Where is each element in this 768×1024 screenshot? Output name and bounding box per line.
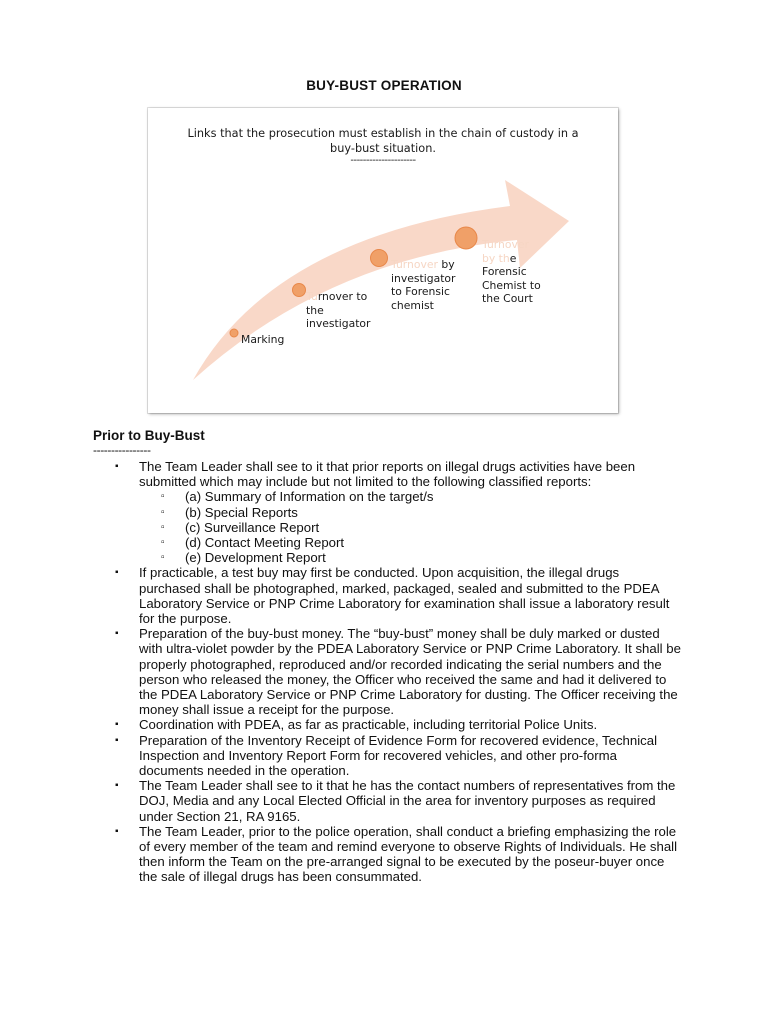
figure-caption-line: Links that the prosecution must establish in the chain of custody in a: [187, 127, 579, 140]
section-heading: Prior to Buy-Bust: [93, 428, 205, 443]
list-item: ▪ The Team Leader shall see to it that he has the contact numbers of representatives from the DOJ, Media and any Local Elected Official in the area for inventory purposes as required under Section 21, RA 9165.: [93, 778, 683, 824]
document-title: BUY-BUST OPERATION: [306, 78, 462, 93]
step-label-turnover-investigator: Turnover to the investigator: [306, 290, 371, 330]
list-item: ▪ If practicable, a test buy may first be conducted. Upon acquisition, the illegal drugs purchased shall be photographed, marked, packaged, sealed and submitted to the PDEA Laboratory Service or PNP Crime Laboratory for examination shall issue a laboratory result for the purpose.: [93, 565, 683, 626]
sub-list-item: ▫ (c) Surveillance Report: [139, 520, 683, 535]
bullet-list: [93, 459, 683, 885]
list-item: ▪ The Team Leader shall see to it that prior reports on illegal drugs activities have been submitted which may include but not limited to the following classified reports: ▫ (a) Summary of Information on the target/s ▫ (b) Special Reports ▫ (c) Surveillance Report ▫ (d) Contact Meeting Report ▫ (e) Development Report: [93, 459, 683, 565]
document-body: [93, 459, 683, 885]
list-item: ▪ Preparation of the Inventory Receipt of Evidence Form for recovered evidence, Technical Inspection and Inventory Report Form for recovered vehicles, and other pro-forma documents needed in the operation.: [93, 733, 683, 779]
step-marker-marking: [230, 329, 238, 337]
sub-list-item: ▫ (d) Contact Meeting Report: [139, 535, 683, 550]
step-marker-turnover-chemist: [371, 250, 388, 267]
list-item: ▪ Coordination with PDEA, as far as practicable, including territorial Police Units.: [93, 717, 683, 732]
step-marker-turnover-investigator: [293, 284, 306, 297]
figure-caption: [148, 126, 618, 156]
sub-list-item: ▫ (e) Development Report: [139, 550, 683, 565]
chain-of-custody-figure: [148, 108, 618, 413]
list-item: ▪ Preparation of the buy-bust money. The “buy-bust” money shall be duly marked or dusted with ultra-violet powder by the PDEA Laboratory Service or PNP Crime Laboratory. It shall be properly photographed, reproduced and/or recorded indicating the serial numbers and the person who released the money, the Officer who received the same and had it delivered to the PDEA Laboratory Service or PNP Crime Laboratory for dusting. The Officer receiving the money shall issue a receipt for the purpose.: [93, 626, 683, 717]
sub-list-item: ▫ (b) Special Reports: [139, 505, 683, 520]
step-label-turnover-chemist: Turnover by investigator to Forensic chemist: [391, 258, 456, 312]
figure-caption-dashes: ---------------------: [350, 155, 416, 166]
section-heading-dashes: ----------------: [93, 443, 151, 457]
figure-caption-line: buy-bust situation.: [330, 142, 436, 155]
sub-list-item: ▫ (a) Summary of Information on the target/s: [139, 489, 683, 504]
step-label-turnover-court: Turnover by the Forensic Chemist to the Court: [482, 238, 541, 305]
step-marker-turnover-court: [455, 227, 477, 249]
list-item: ▪ The Team Leader, prior to the police operation, shall conduct a briefing emphasizing the role of every member of the team and remind everyone to observe Rights of Individuals. He shall then inform the Team on the pre-arranged signal to be executed by the poseur-buyer once the sale of illegal drugs has been consummated.: [93, 824, 683, 885]
step-label-marking: Marking: [241, 333, 285, 346]
sub-bullet-list: [139, 489, 683, 565]
